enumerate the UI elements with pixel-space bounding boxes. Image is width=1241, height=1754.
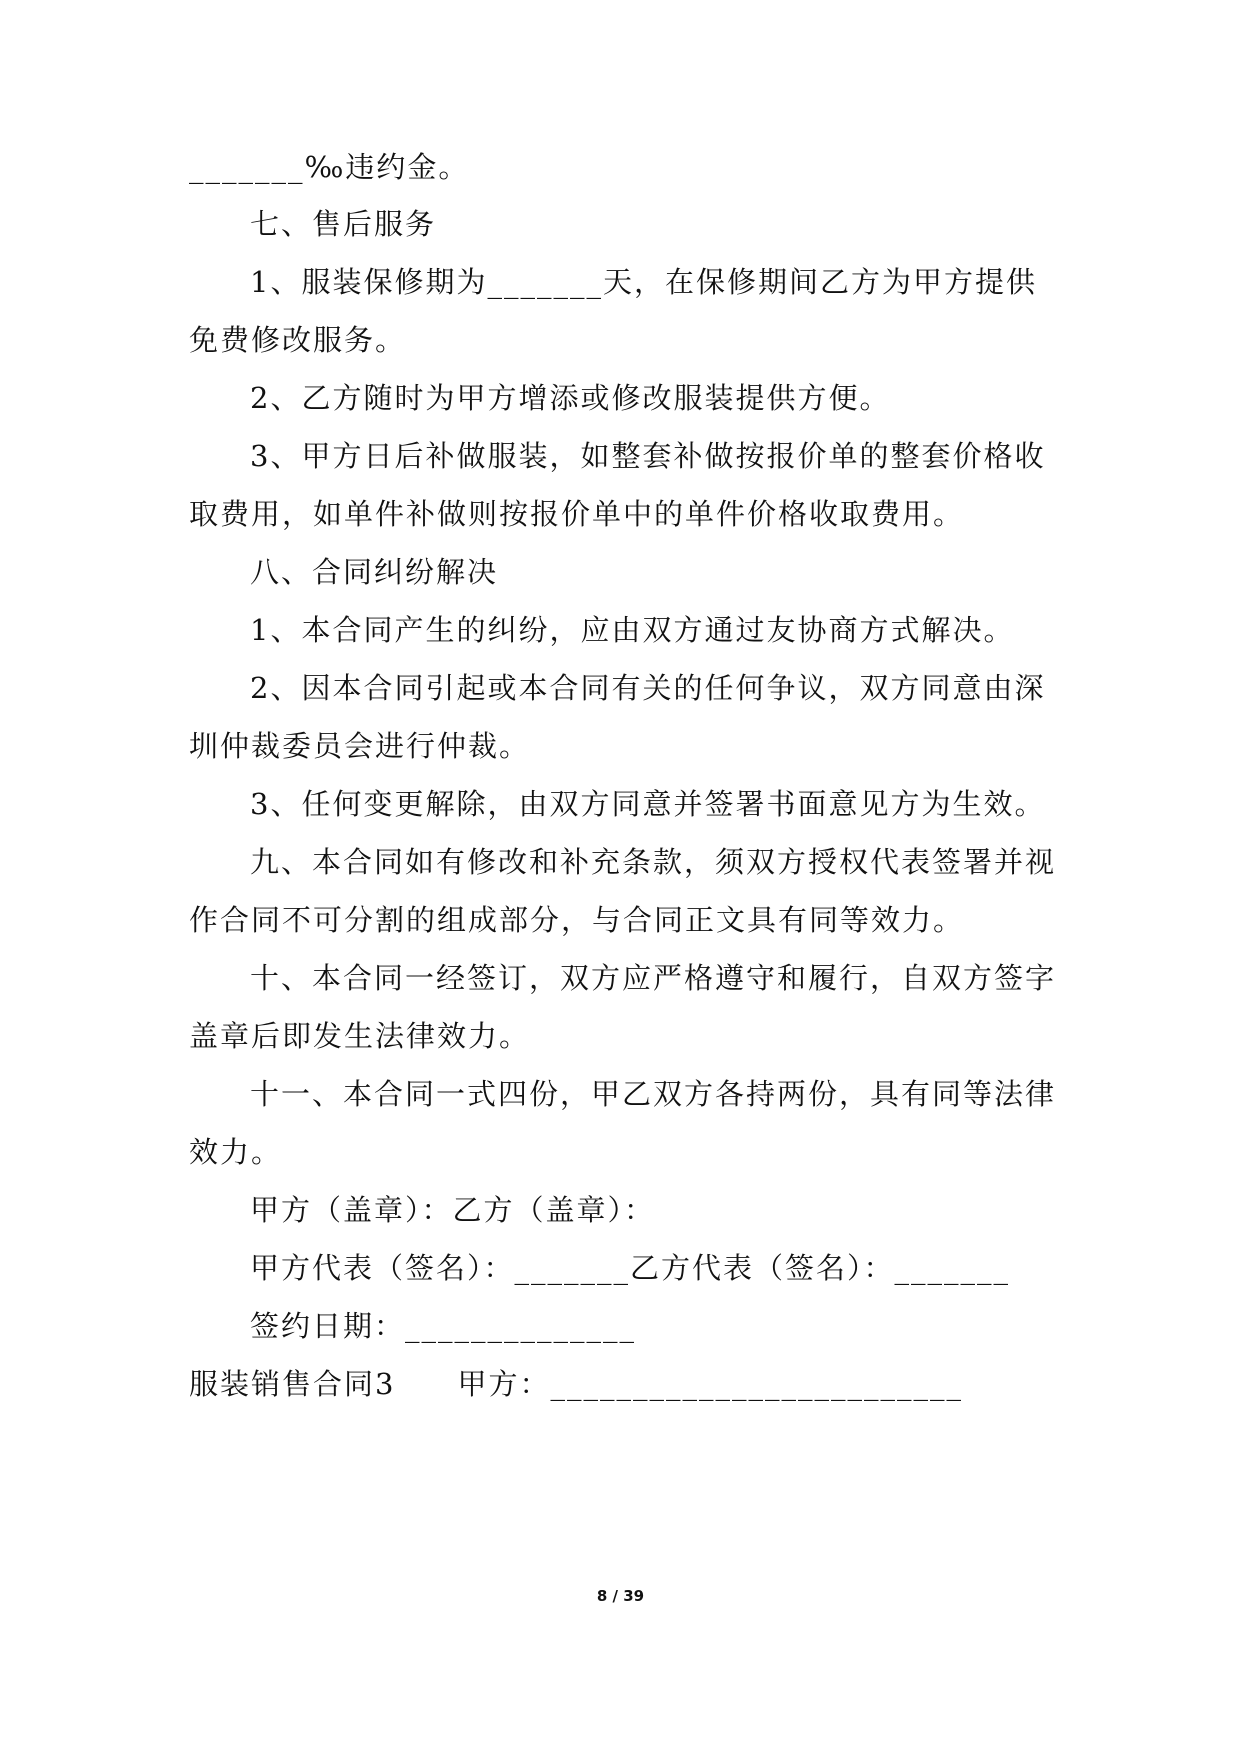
text-line-penalty: _______‰违约金。 [189,150,470,184]
text-line: 3、任何变更解除，由双方同意并签署书面意见方为生效。 [250,787,1046,821]
next-contract-heading: 服装销售合同3 甲方：_________________________ [189,1367,963,1401]
text-line: 1、本合同产生的纠纷，应由双方通过友协商方式解决。 [250,613,1015,647]
signature-representative-line: 甲方代表（签名）：_______乙方代表（签名）：_______ [250,1251,1011,1285]
signing-date-line: 签约日期：______________ [250,1309,637,1343]
text-line: 十、本合同一经签订，双方应严格遵守和履行，自双方签字 [250,961,1057,995]
text-line: 取费用，如单件补做则按报价单中的单件价格收取费用。 [189,497,965,531]
text-line: 2、乙方随时为甲方增添或修改服装提供方便。 [250,381,891,415]
text-line: 效力。 [189,1135,283,1169]
page-number: 8 / 39 [596,1587,645,1605]
text-line: 十一、本合同一式四份，甲乙双方各持两份，具有同等法律 [250,1077,1057,1111]
signature-stamp-line: 甲方（盖章）：乙方（盖章）： [250,1193,656,1227]
text-line: 圳仲裁委员会进行仲裁。 [189,729,531,763]
section-heading-after-sales: 七、售后服务 [250,207,437,241]
text-line: 2、因本合同引起或本合同有关的任何争议，双方同意由深 [250,671,1046,705]
text-line: 作合同不可分割的组成部分，与合同正文具有同等效力。 [189,903,965,937]
text-line: 九、本合同如有修改和补充条款，须双方授权代表签署并视 [250,845,1057,879]
text-line: 1、服装保修期为_______天，在保修期间乙方为甲方提供 [250,265,1037,299]
text-line: 免费修改服务。 [189,323,407,357]
text-line: 盖章后即发生法律效力。 [189,1019,531,1053]
text-line: 3、甲方日后补做服装，如整套补做按报价单的整套价格收 [250,439,1046,473]
section-heading-dispute: 八、合同纠纷解决 [250,555,499,589]
